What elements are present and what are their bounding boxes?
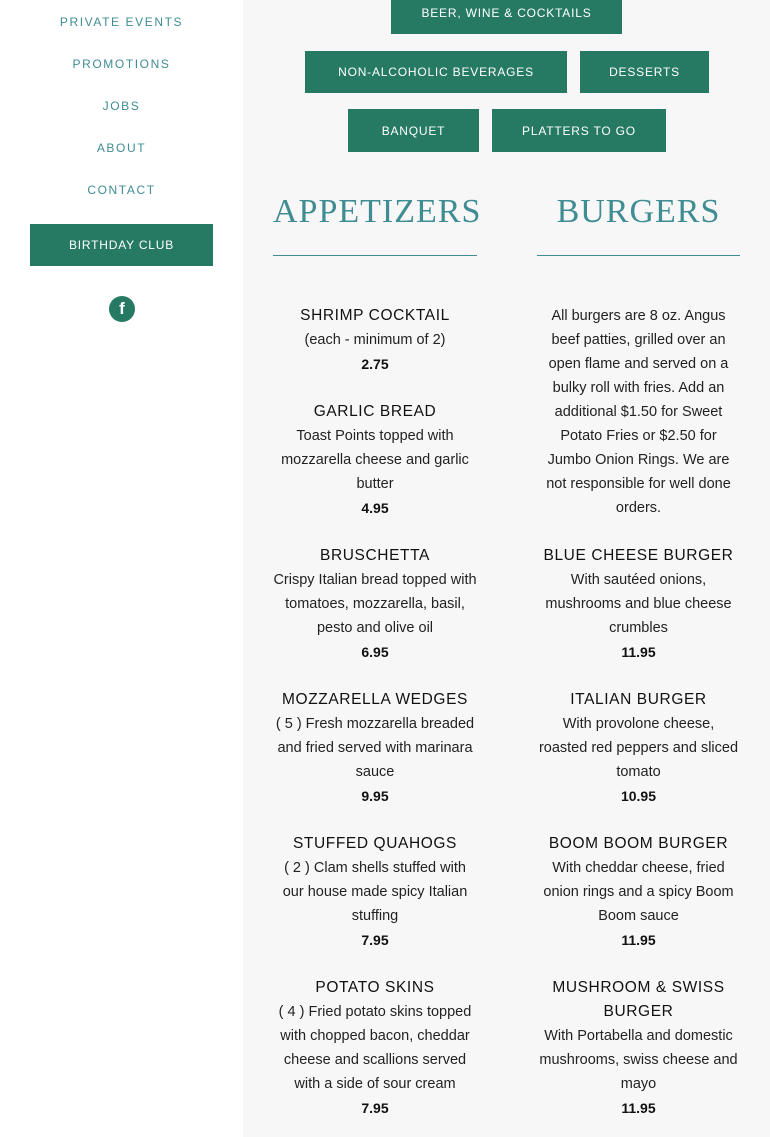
item-price: 9.95	[361, 788, 389, 804]
item-name: POTATO SKINS	[315, 979, 435, 996]
menu-item	[537, 832, 740, 952]
menu-item	[273, 304, 477, 376]
nav-private-events[interactable]: PRIVATE EVENTS	[59, 15, 184, 29]
item-description: Toast Points topped with mozzarella cheese and garlic butter	[281, 428, 469, 492]
menu-item	[537, 688, 740, 808]
item-name: SHRIMP COCKTAIL	[300, 307, 450, 324]
nav-about[interactable]: ABOUT	[96, 141, 147, 155]
item-price: 11.95	[621, 1100, 656, 1116]
menu-item	[537, 544, 740, 664]
nav-contact[interactable]: CONTACT	[87, 183, 156, 197]
item-name: GARLIC BREAD	[313, 403, 437, 420]
item-description: With cheddar cheese, fried onion rings and a spicy Boom Boom sauce	[543, 860, 734, 924]
menu-item	[273, 400, 477, 520]
item-name: MUSHROOM & SWISS BURGER	[552, 979, 725, 1020]
item-price: 4.95	[361, 500, 389, 516]
facebook-icon[interactable]: f	[109, 296, 135, 322]
item-name: MOZZARELLA WEDGES	[282, 691, 468, 708]
menu-item	[273, 688, 477, 808]
item-description: With provolone cheese, roasted red peppers and sliced tomato	[538, 716, 739, 780]
item-price: 7.95	[361, 932, 389, 948]
menu-content	[243, 0, 770, 1137]
item-description: Crispy Italian bread topped with tomatoes, mozzarella, basil, pesto and olive oil	[273, 572, 477, 636]
item-price: 11.95	[621, 932, 656, 948]
category-platters-to-go[interactable]: PLATTERS TO GO	[492, 109, 666, 152]
item-name: BLUE CHEESE BURGER	[543, 547, 734, 564]
item-description: With Portabella and domestic mushrooms, swiss cheese and mayo	[539, 1028, 738, 1092]
item-name: BRUSCHETTA	[320, 547, 430, 564]
item-description: With sautéed onions, mushrooms and blue cheese crumbles	[545, 572, 732, 636]
burgers-list	[537, 304, 740, 1137]
menu-item	[273, 544, 477, 664]
item-price: 6.95	[361, 644, 389, 660]
birthday-club-button[interactable]: BIRTHDAY CLUB	[30, 224, 213, 266]
burgers-intro: All burgers are 8 oz. Angus beef patties, grilled over an open flame and served on a bulky roll with fries. Add an additional $1.50 for Sweet Potato Fries or $2.50 for Jumbo Onion Rings. We are not responsible for well done orders.	[546, 308, 731, 516]
item-name: BOOM BOOM BURGER	[548, 835, 729, 852]
nav-promotions[interactable]: PROMOTIONS	[72, 57, 171, 71]
category-banquet[interactable]: BANQUET	[348, 109, 479, 152]
burgers-heading: BURGERS	[556, 193, 721, 230]
menu-item	[273, 832, 477, 952]
item-description: ( 2 ) Clam shells stuffed with our house made spicy Italian stuffing	[282, 860, 468, 924]
sidebar	[0, 0, 243, 1137]
item-price: 10.95	[620, 788, 657, 804]
burgers-divider	[537, 255, 740, 256]
nav-jobs[interactable]: JOBS	[102, 99, 141, 113]
item-description: ( 5 ) Fresh mozzarella breaded and fried served with marinara sauce	[275, 716, 475, 780]
item-price: 11.95	[621, 644, 656, 660]
category-beer-wine-cocktails[interactable]: BEER, WINE & COCKTAILS	[391, 0, 622, 34]
item-name: STUFFED QUAHOGS	[292, 835, 457, 852]
category-non-alcoholic-beverages[interactable]: NON-ALCOHOLIC BEVERAGES	[305, 51, 567, 93]
appetizers-heading: APPETIZERS	[273, 193, 482, 230]
appetizers-list	[273, 304, 477, 1137]
menu-item	[537, 976, 740, 1120]
appetizers-divider	[273, 255, 477, 256]
item-price: 7.95	[361, 1100, 389, 1116]
item-description: (each - minimum of 2)	[304, 332, 446, 348]
category-desserts[interactable]: DESSERTS	[580, 51, 709, 93]
item-price: 2.75	[361, 356, 389, 372]
menu-item	[273, 976, 477, 1120]
item-description: ( 4 ) Fried potato skins topped with chopped bacon, cheddar cheese and scallions served with a side of sour cream	[278, 1004, 472, 1092]
item-name: ITALIAN BURGER	[570, 691, 707, 708]
